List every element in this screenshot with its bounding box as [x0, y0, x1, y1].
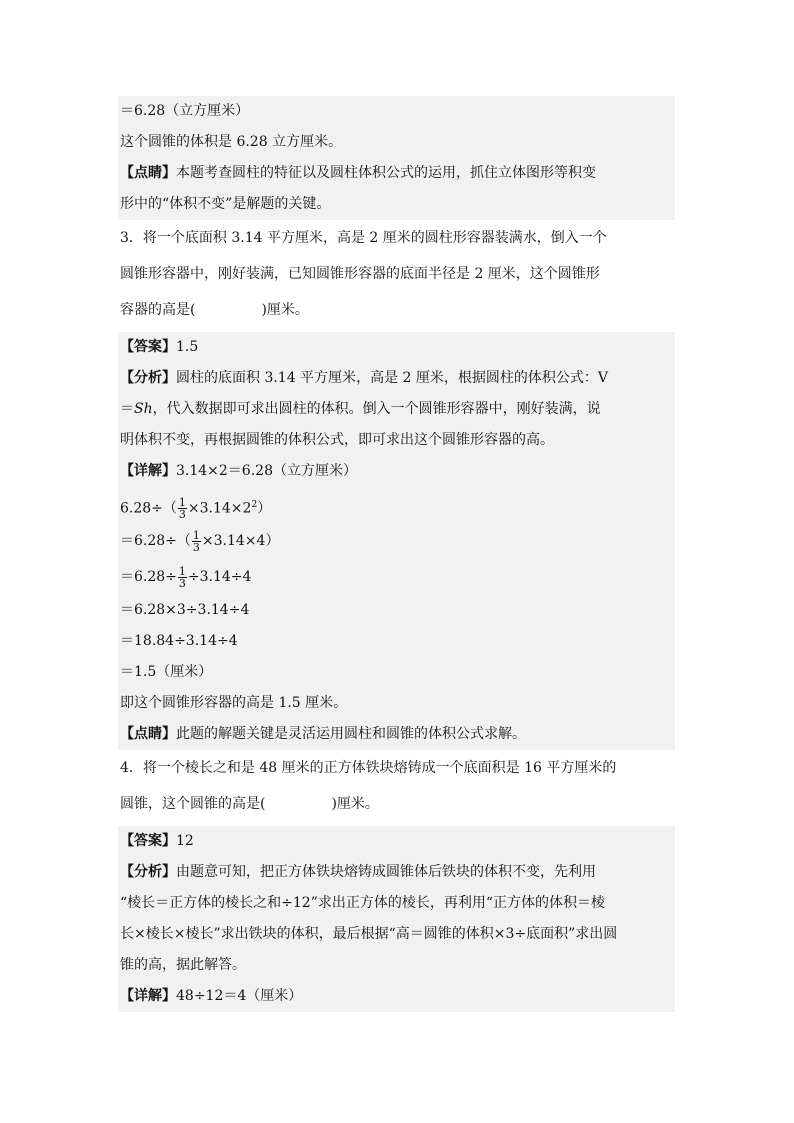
dianjing-block: [118, 158, 675, 189]
question-3-text: 圆锥形容器中，刚好装满，已知圆锥形容器的底面半径是 2 厘米，这个圆锥形: [120, 266, 600, 282]
calc-text: ＝6.28÷: [120, 569, 177, 585]
calc-text: ÷3.14÷4: [187, 569, 252, 585]
fraction-denominator: 3: [178, 576, 186, 590]
answer-value: 12: [176, 833, 194, 849]
analysis-tag: 【分析】: [120, 864, 176, 880]
analysis-text: 长×棱长×棱长”求出铁块的体积，最后根据“高＝圆锥的体积×3÷底面积”求出圆: [118, 919, 675, 950]
answer-tag: 【答案】: [120, 339, 176, 355]
formula-sh: Sh: [134, 401, 153, 417]
dianjing-tag: 【点睛】: [120, 165, 176, 181]
question-4-text: [118, 786, 675, 822]
question-text: 圆锥，这个圆锥的高是(: [120, 796, 266, 812]
document-page: [118, 96, 675, 1012]
answer-value: 1.5: [176, 339, 199, 355]
answer-tag: 【答案】: [120, 833, 176, 849]
calc-text: ×3.14×2: [187, 500, 252, 517]
analysis-tag: 【分析】: [120, 370, 176, 386]
calc-step: ＝18.84÷3.14÷4: [118, 626, 675, 657]
fraction-one-third: [192, 530, 201, 553]
dianjing-text: 本题考查圆柱的特征以及圆柱体积公式的运用，抓住立体图形等积变: [176, 165, 596, 181]
fraction-numerator: 1: [178, 496, 186, 510]
analysis-block: [118, 857, 675, 888]
fraction-one-third: [178, 566, 187, 589]
conclusion-text: 即这个圆锥形容器的高是 1.5 厘米。: [118, 688, 675, 719]
detail-tag: 【详解】: [120, 988, 176, 1004]
fraction-denominator: 3: [192, 540, 200, 554]
dianjing-block: [118, 719, 675, 750]
analysis-text: 锥的高，据此解答。: [118, 950, 675, 981]
solution-line: ＝6.28（立方厘米）: [118, 96, 675, 127]
calc-text: ×3.14×4）: [201, 533, 280, 549]
question-3-text: [118, 292, 675, 328]
calc-text: ）: [257, 500, 272, 517]
fraction-numerator: 1: [192, 528, 200, 542]
exponent: 2: [251, 500, 258, 510]
fraction-one-third: [178, 497, 187, 520]
detail-text: 48÷12＝4（厘米）: [176, 988, 303, 1004]
analysis-text: [118, 394, 675, 425]
dianjing-text: 此题的解题关键是灵活运用圆柱和圆锥的体积公式求解。: [176, 726, 526, 742]
calc-step: [118, 559, 675, 595]
analysis-text: “棱长＝正方体的棱长之和÷12”求出正方体的棱长，再利用“正方体的体积＝棱: [118, 888, 675, 919]
dianjing-text: 形中的“体积不变”是解题的关键。: [118, 189, 675, 220]
calc-step: ＝6.28×3÷3.14÷4: [118, 595, 675, 626]
question-text: )厘米。: [261, 302, 309, 318]
question-4-text: 4．将一个棱长之和是 48 厘米的正方体铁块熔铸成一个底面积是 16 平方厘米的: [120, 760, 617, 776]
detail-text: 3.14×2＝6.28（立方厘米）: [176, 463, 357, 479]
question-text: 容器的高是(: [120, 302, 196, 318]
question-3-text: 3．将一个底面积 3.14 平方厘米，高是 2 厘米的圆柱形容器装满水，倒入一个: [120, 230, 607, 246]
analysis-text: ，代入数据即可求出圆柱的体积。倒入一个圆锥形容器中，刚好装满，说: [152, 401, 601, 417]
question-text: )厘米。: [331, 796, 379, 812]
answer-block: [118, 332, 675, 363]
analysis-text: 由题意可知，把正方体铁块熔铸成圆锥体后铁块的体积不变，先利用: [176, 864, 596, 880]
detail-block: [118, 981, 675, 1012]
dianjing-tag: 【点睛】: [120, 726, 176, 742]
analysis-block: [118, 363, 675, 394]
detail-block: [118, 456, 675, 487]
calc-step: [118, 523, 675, 559]
calc-text: 6.28÷（: [120, 500, 177, 517]
fraction-numerator: 1: [178, 564, 186, 578]
calc-step: ＝1.5（厘米）: [118, 657, 675, 688]
fraction-denominator: 3: [178, 508, 186, 522]
detail-tag: 【详解】: [120, 463, 176, 479]
calc-text: ＝6.28÷（: [120, 533, 191, 549]
analysis-text: ＝: [120, 401, 134, 417]
answer-block: [118, 826, 675, 857]
calc-step: [118, 487, 675, 523]
analysis-text: 圆柱的底面积 3.14 平方厘米，高是 2 厘米，根据圆柱的体积公式：V: [176, 370, 608, 386]
solution-line: 这个圆锥的体积是 6.28 立方厘米。: [118, 127, 675, 158]
analysis-text: 明体积不变，再根据圆锥的体积公式，即可求出这个圆锥形容器的高。: [118, 425, 675, 456]
